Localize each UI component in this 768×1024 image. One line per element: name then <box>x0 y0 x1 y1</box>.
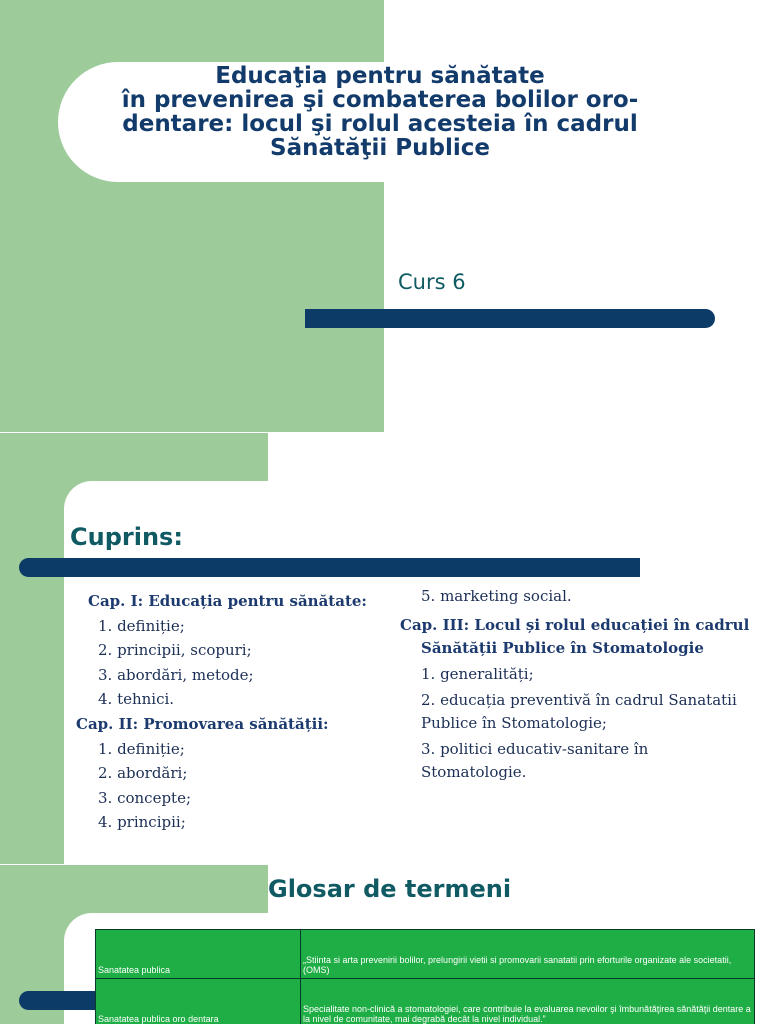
term-cell: Sanatatea publica <box>96 930 301 979</box>
table-row <box>96 930 755 979</box>
list-item: 4. principii; <box>98 813 186 832</box>
list-item: 5. marketing social. <box>421 587 572 605</box>
title-line: Sănătăţii Publice <box>270 135 490 161</box>
chapter-heading: Cap. II: Promovarea sănătății: <box>76 714 329 733</box>
term-cell: Sanatatea publica oro dentara <box>96 979 301 1024</box>
accent-bar <box>305 309 715 328</box>
list-item: 1. generalități; <box>421 665 534 683</box>
title-slide <box>0 0 768 432</box>
list-item: 3. abordări, metode; <box>98 665 254 684</box>
title-line: dentare: locul şi rolul acesteia în cadrul <box>122 111 638 137</box>
list-item: 3. politici educativ-sanitare în Stomatologie. <box>421 740 649 781</box>
list-item: 1. definiție; <box>98 616 185 635</box>
glossary-slide <box>0 865 768 1024</box>
contents-list-right <box>400 585 750 784</box>
definition-cell: „Stiinta si arta prevenirii bolilor, prelungirii vietii si promovarii sanatatii prin eforturile organizate ale societatii, (OMS) <box>301 930 755 979</box>
chapter-heading: Sănătății Publice în Stomatologie <box>421 639 704 657</box>
section-heading: Glosar de termeni <box>268 875 512 903</box>
table-row <box>96 979 755 1024</box>
chapter-heading: Cap. III: Locul și rolul educației în cadrul <box>400 616 750 634</box>
list-item: 1. definiție; <box>98 739 185 758</box>
contents-slide <box>0 433 768 864</box>
slide-title <box>90 64 670 160</box>
list-item: 2. principii, scopuri; <box>98 641 252 660</box>
glossary-table <box>95 929 755 1024</box>
definition-cell: Specialitate non-clinică a stomatologiei, care contribuie la evaluarea nevoilor şi îmbunătăţirea sănătăţii dentare a la nivel de comunitate, mai degrabă decât la nivel individual.” <box>301 979 755 1024</box>
contents-list-left <box>76 589 367 835</box>
chapter-heading: Cap. I: Educația pentru sănătate: <box>88 592 367 610</box>
list-item: 2. educația preventivă în cadrul Sanatatii Publice în Stomatologie; <box>421 691 737 732</box>
accent-bar <box>19 558 640 577</box>
list-item: 2. abordări; <box>98 764 188 783</box>
title-line: Educaţia pentru sănătate <box>215 63 545 89</box>
title-line: în prevenirea şi combaterea bolilor oro- <box>121 87 639 113</box>
section-heading: Cuprins: <box>70 523 183 551</box>
slide-subtitle: Curs 6 <box>398 270 466 294</box>
list-item: 3. concepte; <box>98 788 192 807</box>
list-item: 4. tehnici. <box>98 690 175 709</box>
